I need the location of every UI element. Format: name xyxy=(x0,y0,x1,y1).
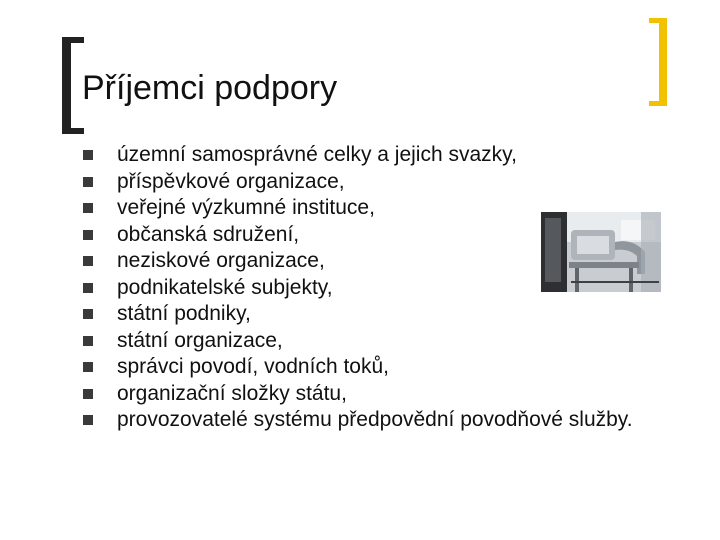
square-bullet-icon xyxy=(83,150,93,160)
square-bullet-icon xyxy=(83,283,93,293)
list-item xyxy=(82,169,682,196)
left-bracket-vertical xyxy=(62,37,71,134)
square-bullet-icon xyxy=(83,389,93,399)
list-item xyxy=(82,328,682,355)
list-item-text: státní organizace, xyxy=(117,328,283,352)
slide-title: Příjemci podpory xyxy=(82,69,338,107)
list-item-text: občanská sdružení, xyxy=(117,222,300,246)
square-bullet-icon xyxy=(83,336,93,346)
list-item xyxy=(82,142,682,169)
square-bullet-icon xyxy=(83,362,93,372)
list-item xyxy=(82,381,682,408)
square-bullet-icon xyxy=(83,230,93,240)
left-bracket-top xyxy=(62,37,84,43)
list-item xyxy=(82,354,682,381)
list-item xyxy=(82,407,637,434)
list-item xyxy=(82,275,682,302)
square-bullet-icon xyxy=(83,177,93,187)
square-bullet-icon xyxy=(83,309,93,319)
square-bullet-icon xyxy=(83,256,93,266)
right-bracket-bottom xyxy=(649,101,667,106)
left-bracket-bottom xyxy=(62,128,84,134)
list-item xyxy=(82,195,682,222)
list-item xyxy=(82,301,682,328)
list-item-text: podnikatelské subjekty, xyxy=(117,275,333,299)
list-item-text: příspěvkové organizace, xyxy=(117,169,345,193)
list-item-text: správci povodí, vodních toků, xyxy=(117,355,389,378)
list-item xyxy=(82,248,682,275)
right-bracket-top xyxy=(649,18,667,23)
list-item-text: neziskové organizace, xyxy=(117,249,325,272)
list-item xyxy=(82,222,682,249)
right-bracket-vertical xyxy=(659,18,667,106)
square-bullet-icon xyxy=(83,415,93,425)
square-bullet-icon xyxy=(83,203,93,213)
list-item-text: provozovatelé systému předpovědní povodňové služby. xyxy=(117,408,633,431)
list-item-text: státní podniky, xyxy=(117,302,251,325)
list-item-text: organizační složky státu, xyxy=(117,381,347,405)
list-item-text: veřejné výzkumné instituce, xyxy=(117,196,375,219)
list-item-text: územní samosprávné celky a jejich svazky, xyxy=(117,143,517,166)
recipients-list xyxy=(82,142,682,434)
